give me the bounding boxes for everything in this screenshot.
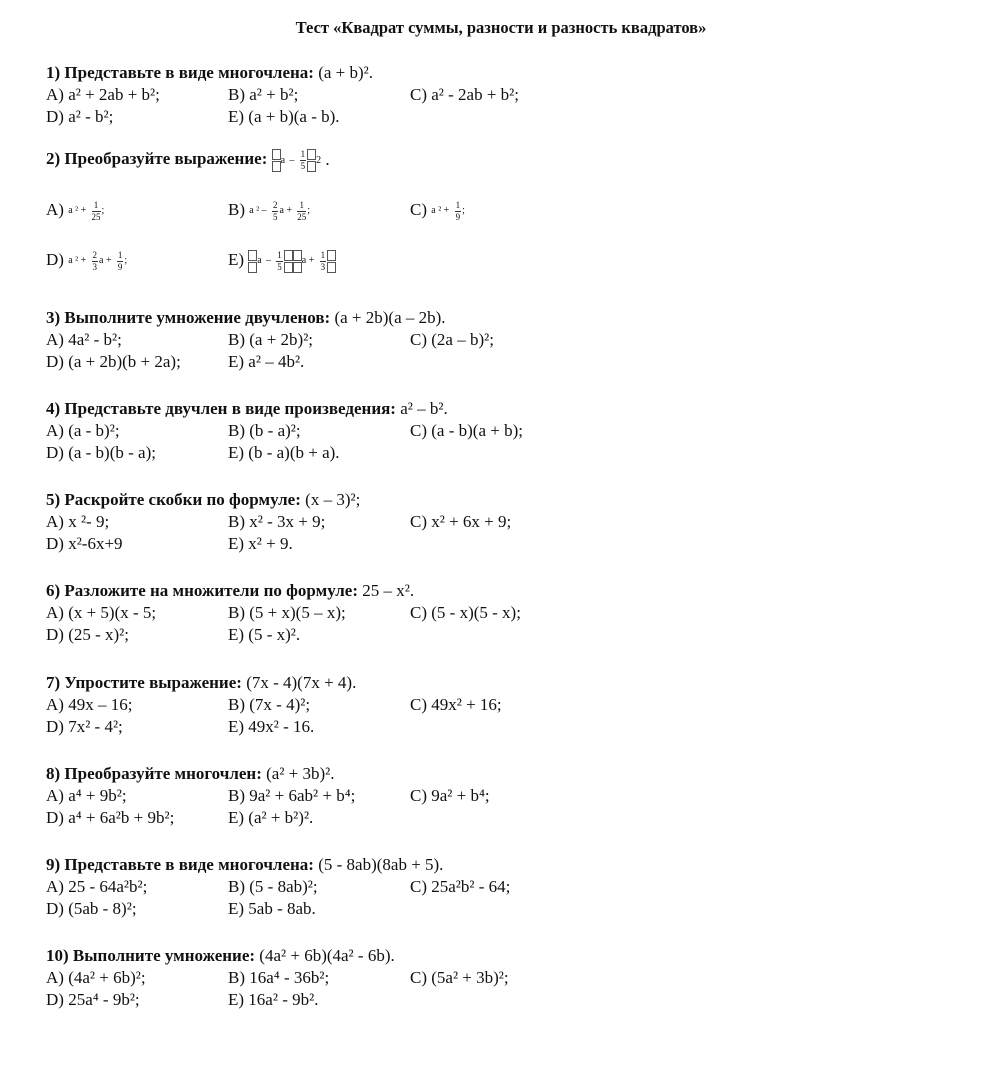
option-d[interactable]: D) x²-6x+9 <box>46 534 123 553</box>
option-e[interactable]: E) 49x² - 16. <box>228 717 315 736</box>
question-2 <box>46 144 986 282</box>
option-a[interactable]: A) x ²- 9; <box>46 512 110 531</box>
option-d[interactable]: D) (a - b)(b - a); <box>46 443 156 462</box>
option-b[interactable]: B) (5 - 8ab)²; <box>228 877 318 896</box>
question-expression: a – $\frac{1}{5}$ 2 . <box>272 145 330 176</box>
option-e[interactable]: E) (b - a)(b + a). <box>228 443 340 462</box>
question-7 <box>46 672 986 738</box>
question-title: 6) Разложите на множители по формуле: <box>46 581 359 600</box>
option-e[interactable]: E) 16a² - 9b². <box>228 990 319 1009</box>
option-b[interactable]: B) x² - 3x + 9; <box>228 512 326 531</box>
question-title: 7) Упростите выражение: <box>46 673 242 692</box>
option-b[interactable]: B) 16a⁴ - 36b²; <box>228 968 330 987</box>
option-c[interactable]: C) (5a² + 3b)²; <box>410 968 509 987</box>
option-a[interactable]: A) (x + 5)(x - 5; <box>46 603 157 622</box>
question-4 <box>46 398 986 464</box>
option-e[interactable]: E) x² + 9. <box>228 534 293 553</box>
option-c[interactable]: C) 49x² + 16; <box>410 695 502 714</box>
option-d[interactable]: D) 25a⁴ - 9b²; <box>46 990 140 1009</box>
question-title: 3) Выполните умножение двучленов: <box>46 308 331 327</box>
question-title: 10) Выполните умножение: <box>46 946 256 965</box>
option-b[interactable]: B) a ² – $\frac{2}{5}$ a + $\frac{1}{25}$ ; <box>228 199 311 222</box>
question-expression: (7x - 4)(7x + 4). <box>246 673 357 692</box>
option-a[interactable]: A) 4a² - b²; <box>46 330 122 349</box>
option-d[interactable]: D) (5ab - 8)²; <box>46 899 137 918</box>
option-b[interactable]: B) (5 + x)(5 – x); <box>228 603 346 622</box>
question-title: 9) Представьте в виде многочлена: <box>46 855 314 874</box>
option-e[interactable]: E) (a² + b²)². <box>228 808 314 827</box>
option-d[interactable]: D) a⁴ + 6a²b + 9b²; <box>46 808 175 827</box>
option-e[interactable]: E) (a + b)(a - b). <box>228 107 340 126</box>
question-expression: (a + 2b)(a – 2b). <box>334 308 446 327</box>
question-expression: (5 - 8ab)(8ab + 5). <box>318 855 444 874</box>
option-d[interactable]: D) a ² + $\frac{2}{3}$ a + $\frac{1}{9}$ ; <box>46 249 128 272</box>
option-b[interactable]: B) (7x - 4)²; <box>228 695 311 714</box>
option-b[interactable]: B) 9a² + 6ab² + b⁴; <box>228 786 356 805</box>
question-title: 8) Преобразуйте многочлен: <box>46 764 262 783</box>
option-b[interactable]: B) a² + b²; <box>228 85 299 104</box>
option-e[interactable]: E) 5ab - 8ab. <box>228 899 316 918</box>
question-expression: (x – 3)²; <box>305 490 361 509</box>
option-a[interactable]: A) a ² + $\frac{1}{25}$ ; <box>46 199 105 222</box>
question-8 <box>46 763 986 829</box>
question-expression: (a² + 3b)². <box>266 764 335 783</box>
question-expression: (4a² + 6b)(4a² - 6b). <box>259 946 395 965</box>
option-a[interactable]: A) 25 - 64a²b²; <box>46 877 148 896</box>
option-b[interactable]: B) (b - a)²; <box>228 421 301 440</box>
question-expression: (a + b)². <box>318 63 374 82</box>
option-a[interactable]: A) 49x – 16; <box>46 695 133 714</box>
question-5 <box>46 489 986 555</box>
question-title: 5) Раскройте скобки по формуле: <box>46 490 301 509</box>
option-c[interactable]: C) a ² + $\frac{1}{9}$ ; <box>410 199 465 222</box>
question-9 <box>46 854 986 920</box>
option-a[interactable]: A) a⁴ + 9b²; <box>46 786 127 805</box>
question-10 <box>46 945 986 1011</box>
question-title: 4) Представьте двучлен в виде произведения: <box>46 399 396 418</box>
option-c[interactable]: C) (a - b)(a + b); <box>410 421 523 440</box>
option-d[interactable]: D) (25 - x)²; <box>46 625 129 644</box>
question-6 <box>46 580 986 646</box>
option-d[interactable]: D) (a + 2b)(b + 2a); <box>46 352 181 371</box>
option-c[interactable]: C) (5 - x)(5 - x); <box>410 603 521 622</box>
option-a[interactable]: A) a² + 2ab + b²; <box>46 85 160 104</box>
option-e[interactable]: E) a² – 4b². <box>228 352 305 371</box>
option-d[interactable]: D) a² - b²; <box>46 107 114 126</box>
option-e[interactable]: E) (5 - x)². <box>228 625 301 644</box>
option-c[interactable]: C) x² + 6x + 9; <box>410 512 512 531</box>
question-expression: 25 – x². <box>362 581 415 600</box>
option-b[interactable]: B) (a + 2b)²; <box>228 330 314 349</box>
question-title: 1) Представьте в виде многочлена: <box>46 63 314 82</box>
option-c[interactable]: C) (2a – b)²; <box>410 330 494 349</box>
question-title: 2) Преобразуйте выражение: <box>46 149 268 168</box>
option-c[interactable]: C) 25a²b² - 64; <box>410 877 511 896</box>
option-c[interactable]: C) 9a² + b⁴; <box>410 786 490 805</box>
option-c[interactable]: C) a² - 2ab + b²; <box>410 85 520 104</box>
option-e[interactable]: E) a – $\frac{1}{5}$ a + $\frac{1}{3}$ <box>228 238 336 283</box>
page-title: Тест «Квадрат суммы, разности и разность квадратов» <box>295 18 707 37</box>
question-1 <box>46 62 986 128</box>
option-a[interactable]: A) (4a² + 6b)²; <box>46 968 146 987</box>
question-3 <box>46 307 986 373</box>
question-expression: a² – b². <box>400 399 448 418</box>
option-a[interactable]: A) (a - b)²; <box>46 421 120 440</box>
option-d[interactable]: D) 7x² - 4²; <box>46 717 123 736</box>
